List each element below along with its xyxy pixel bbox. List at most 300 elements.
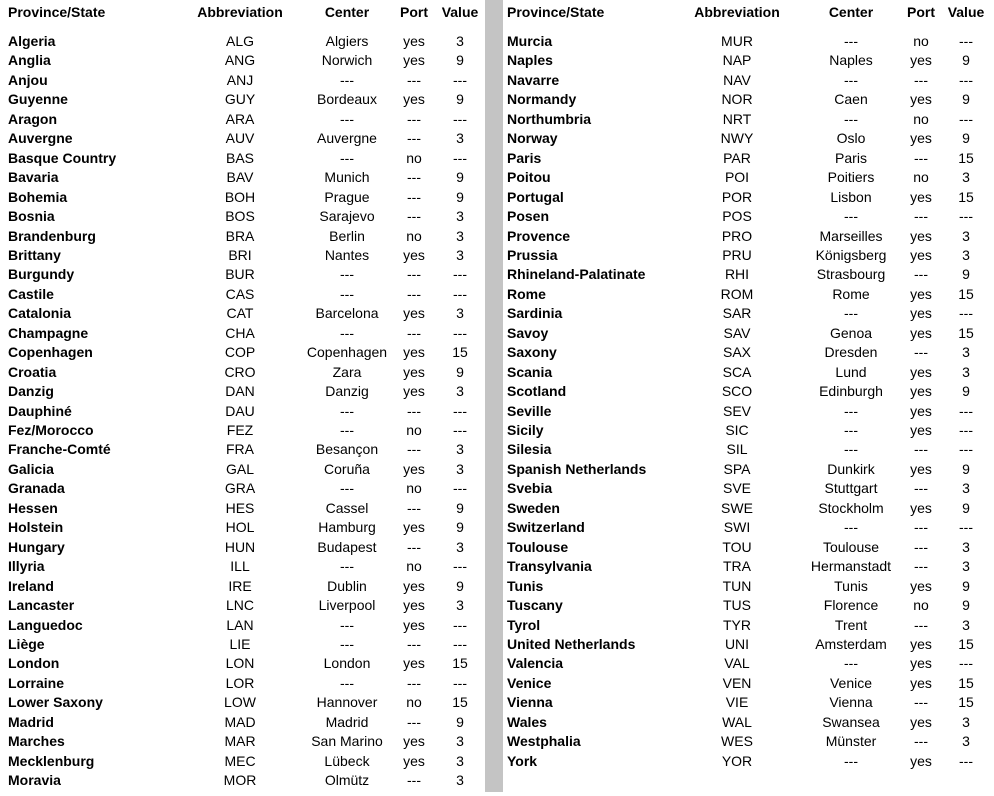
province-name: Sicily <box>507 422 544 438</box>
center-city: --- <box>844 305 858 322</box>
port-flag: yes <box>910 130 932 147</box>
center-city: --- <box>340 266 354 283</box>
center-city: Naples <box>829 52 873 69</box>
table-row <box>0 168 485 187</box>
center-city: Paris <box>835 149 867 166</box>
abbreviation: HES <box>225 499 255 516</box>
abbreviation: BRI <box>228 246 252 263</box>
center-city: Liverpool <box>318 597 376 614</box>
table-row <box>503 577 994 596</box>
supply-value: 15 <box>958 694 974 711</box>
abbreviation: MAR <box>224 733 256 750</box>
port-flag: --- <box>407 71 421 88</box>
port-flag: yes <box>403 305 425 322</box>
center-city: Oslo <box>836 130 866 147</box>
port-flag: yes <box>910 674 932 691</box>
table-row <box>0 421 485 440</box>
supply-value: 9 <box>962 130 970 147</box>
header-center: Center <box>324 4 370 20</box>
province-name: Fez/Morocco <box>8 422 94 438</box>
abbreviation: TUS <box>723 597 751 614</box>
abbreviation: LAN <box>226 616 254 633</box>
table-row <box>503 90 994 109</box>
supply-value: 9 <box>962 460 970 477</box>
abbreviation: POR <box>721 188 753 205</box>
center-city: Nantes <box>324 246 370 263</box>
province-name: Anjou <box>8 71 48 88</box>
center-city: Edinburgh <box>819 383 883 400</box>
province-name: Catalonia <box>8 305 72 322</box>
abbreviation: RHI <box>724 266 750 283</box>
center-city: Poitiers <box>827 169 875 186</box>
center-city: London <box>323 655 371 672</box>
center-city: --- <box>340 149 354 166</box>
port-flag: yes <box>910 188 932 205</box>
province-name: Illyria <box>8 558 45 575</box>
table-row <box>0 304 485 323</box>
table-row <box>0 285 485 304</box>
abbreviation: SWE <box>721 499 753 516</box>
table-row <box>0 479 485 498</box>
province-name: Moravia <box>8 772 61 789</box>
province-name: Northumbria <box>507 110 591 127</box>
table-row <box>0 246 485 265</box>
supply-value: 9 <box>962 52 970 69</box>
province-name: Brittany <box>8 246 61 263</box>
port-flag: no <box>406 227 422 244</box>
port-flag: --- <box>914 266 928 283</box>
abbreviation: VEN <box>722 674 752 691</box>
port-flag: no <box>406 422 422 438</box>
port-flag: --- <box>914 694 928 711</box>
supply-value: 3 <box>962 713 970 730</box>
supply-value: --- <box>959 519 973 536</box>
port-flag: yes <box>403 733 425 750</box>
center-city: Barcelona <box>315 305 379 322</box>
table-row <box>0 149 485 168</box>
port-flag: --- <box>914 538 928 555</box>
port-flag: yes <box>403 752 425 769</box>
port-flag: --- <box>914 441 928 458</box>
port-flag: yes <box>403 577 425 594</box>
port-flag: yes <box>403 33 425 49</box>
header-center: Center <box>828 4 874 20</box>
table-row <box>0 499 485 518</box>
table-row <box>0 32 485 51</box>
supply-value: 3 <box>962 558 970 575</box>
port-flag: --- <box>914 344 928 361</box>
center-city: Auvergne <box>317 130 377 147</box>
province-name: Silesia <box>507 441 552 458</box>
abbreviation: MAD <box>224 713 256 730</box>
header-value: Value <box>441 4 479 20</box>
port-flag: yes <box>403 91 425 108</box>
table-row <box>0 713 485 732</box>
abbreviation: DAU <box>225 402 255 419</box>
abbreviation: SCO <box>721 383 753 400</box>
table-row <box>503 129 994 148</box>
abbreviation: CAS <box>225 285 255 302</box>
province-name: Scania <box>507 363 553 380</box>
abbreviation: LON <box>225 655 255 672</box>
supply-value: 3 <box>456 733 464 750</box>
abbreviation: PRO <box>721 227 753 244</box>
supply-value: 3 <box>962 480 970 497</box>
table-row <box>0 110 485 129</box>
table-row <box>503 752 994 771</box>
supply-value: 3 <box>456 305 464 322</box>
supply-value: 3 <box>456 460 464 477</box>
table-row <box>0 518 485 537</box>
port-flag: no <box>406 694 422 711</box>
abbreviation: LNC <box>225 597 255 614</box>
center-city: --- <box>340 422 354 438</box>
supply-value: 9 <box>456 519 464 536</box>
province-name: Brandenburg <box>8 227 96 244</box>
port-flag: yes <box>403 383 425 400</box>
table-row <box>503 479 994 498</box>
province-name: Rome <box>507 285 546 302</box>
port-flag: --- <box>407 169 421 186</box>
supply-value: --- <box>453 635 467 652</box>
table-row <box>0 577 485 596</box>
port-flag: --- <box>407 324 421 341</box>
abbreviation: FRA <box>226 441 254 458</box>
port-flag: yes <box>910 752 932 769</box>
port-flag: --- <box>407 538 421 555</box>
province-name: Marches <box>8 733 65 750</box>
port-flag: yes <box>403 344 425 361</box>
supply-value: 3 <box>456 597 464 614</box>
port-flag: yes <box>910 383 932 400</box>
province-name: Lancaster <box>8 597 75 614</box>
province-name: Champagne <box>8 324 89 341</box>
supply-value: --- <box>453 422 467 438</box>
center-city: Sarajevo <box>319 208 375 225</box>
table-row <box>0 693 485 712</box>
port-flag: --- <box>407 188 421 205</box>
center-city: Olmütz <box>324 772 370 789</box>
supply-value: 9 <box>456 363 464 380</box>
table-row <box>503 596 994 615</box>
province-name: Hungary <box>8 538 65 555</box>
center-city: --- <box>340 402 354 419</box>
center-city: Königsberg <box>815 246 887 263</box>
supply-value: 3 <box>456 33 464 49</box>
province-name: Holstein <box>8 519 64 536</box>
port-flag: --- <box>407 635 421 652</box>
province-name: Posen <box>507 208 550 225</box>
supply-value: 3 <box>456 538 464 555</box>
province-name: Naples <box>507 52 553 69</box>
table-row <box>503 71 994 90</box>
port-flag: no <box>913 33 929 49</box>
abbreviation: IRE <box>228 577 252 594</box>
port-flag: yes <box>403 616 425 633</box>
center-city: Amsterdam <box>815 635 887 652</box>
port-flag: yes <box>910 227 932 244</box>
province-name: Lorraine <box>8 674 65 691</box>
table-row <box>0 635 485 654</box>
supply-value: 3 <box>962 733 970 750</box>
center-city: Genoa <box>829 324 873 341</box>
province-name: Tuscany <box>507 597 563 614</box>
supply-value: 9 <box>962 91 970 108</box>
abbreviation: BAS <box>225 149 255 166</box>
center-city: Hermanstadt <box>810 558 892 575</box>
table-row <box>0 752 485 771</box>
port-flag: yes <box>910 363 932 380</box>
province-name: Spanish Netherlands <box>507 460 647 477</box>
table-row <box>0 557 485 576</box>
supply-value: --- <box>453 402 467 419</box>
abbreviation: MUR <box>721 33 753 49</box>
abbreviation: SAR <box>722 305 752 322</box>
supply-value: --- <box>959 33 973 49</box>
abbreviation: SIL <box>726 441 748 458</box>
supply-value: 15 <box>452 694 468 711</box>
table-row <box>0 343 485 362</box>
abbreviation: ROM <box>720 285 754 302</box>
port-flag: yes <box>403 246 425 263</box>
center-city: Budapest <box>317 538 377 555</box>
center-city: Florence <box>823 597 879 614</box>
abbreviation: COP <box>224 344 256 361</box>
center-city: --- <box>844 441 858 458</box>
port-flag: no <box>406 149 422 166</box>
port-flag: yes <box>403 597 425 614</box>
supply-value: 15 <box>452 655 468 672</box>
supply-value: --- <box>959 110 973 127</box>
center-city: Besançon <box>315 441 379 458</box>
province-name: Copenhagen <box>8 344 93 361</box>
province-name: Burgundy <box>8 266 75 283</box>
port-flag: yes <box>910 499 932 516</box>
center-city: --- <box>340 558 354 575</box>
center-city: --- <box>340 616 354 633</box>
province-name: Galicia <box>8 460 54 477</box>
abbreviation: NWY <box>720 130 754 147</box>
abbreviation: ANG <box>224 52 256 69</box>
supply-value: --- <box>453 149 467 166</box>
header-abbreviation: Abbreviation <box>197 4 283 20</box>
table-row <box>503 460 994 479</box>
table-row <box>503 207 994 226</box>
abbreviation: TRA <box>723 558 751 575</box>
province-name: Bohemia <box>8 188 68 205</box>
supply-value: 3 <box>962 363 970 380</box>
port-flag: --- <box>914 733 928 750</box>
abbreviation: ANJ <box>226 71 254 88</box>
supply-value: 9 <box>456 577 464 594</box>
table-row <box>503 149 994 168</box>
province-name: Bavaria <box>8 169 59 186</box>
center-city: --- <box>340 324 354 341</box>
port-flag: yes <box>910 655 932 672</box>
province-name: Ireland <box>8 577 54 594</box>
table-row <box>0 402 485 421</box>
abbreviation: TYR <box>723 616 751 633</box>
header-abbreviation: Abbreviation <box>694 4 780 20</box>
table-row <box>503 402 994 421</box>
supply-value: 3 <box>456 208 464 225</box>
province-name: Mecklenburg <box>8 752 95 769</box>
supply-value: --- <box>959 655 973 672</box>
abbreviation: TOU <box>722 538 752 555</box>
province-table-right <box>503 0 994 796</box>
abbreviation: TUN <box>722 577 752 594</box>
center-city: Caen <box>834 91 868 108</box>
center-city: --- <box>340 285 354 302</box>
center-city: Berlin <box>329 227 365 244</box>
province-name: York <box>507 752 538 769</box>
abbreviation: WAL <box>722 713 752 730</box>
port-flag: yes <box>910 422 932 438</box>
abbreviation: BUR <box>225 266 255 283</box>
supply-value: 3 <box>456 383 464 400</box>
province-name: Transylvania <box>507 558 592 575</box>
supply-value: --- <box>959 441 973 458</box>
province-name: Madrid <box>8 713 54 730</box>
port-flag: --- <box>407 130 421 147</box>
center-city: --- <box>844 71 858 88</box>
abbreviation: NOR <box>721 91 753 108</box>
center-city: Strasbourg <box>816 266 886 283</box>
center-city: Swansea <box>822 713 880 730</box>
supply-value: 15 <box>958 635 974 652</box>
table-row <box>0 363 485 382</box>
table-row <box>503 227 994 246</box>
province-name: Toulouse <box>507 538 569 555</box>
province-name: Venice <box>507 674 552 691</box>
port-flag: yes <box>910 324 932 341</box>
table-row <box>503 110 994 129</box>
province-name: Danzig <box>8 383 54 400</box>
header-province: Province/State <box>8 4 106 20</box>
center-city: Venice <box>829 674 873 691</box>
port-flag: yes <box>910 305 932 322</box>
province-name: Granada <box>8 480 65 497</box>
center-city: Prague <box>324 188 370 205</box>
supply-value: --- <box>959 71 973 88</box>
abbreviation: GUY <box>224 91 256 108</box>
port-flag: --- <box>914 519 928 536</box>
center-city: Munich <box>324 169 370 186</box>
center-city: Norwich <box>321 52 373 69</box>
supply-value: --- <box>453 110 467 127</box>
province-name: Savoy <box>507 324 549 341</box>
supply-value: --- <box>959 752 973 769</box>
header-port: Port <box>907 4 935 20</box>
header-value: Value <box>947 4 985 20</box>
table-row <box>0 538 485 557</box>
supply-value: 3 <box>456 246 464 263</box>
abbreviation: GRA <box>224 480 256 497</box>
table-row <box>503 304 994 323</box>
center-city: --- <box>844 655 858 672</box>
province-name: Westphalia <box>507 733 581 750</box>
supply-value: 15 <box>452 344 468 361</box>
center-city: Lübeck <box>324 752 370 769</box>
center-city: Trent <box>834 616 868 633</box>
supply-value: --- <box>453 324 467 341</box>
supply-value: 3 <box>962 246 970 263</box>
abbreviation: NAV <box>723 71 751 88</box>
province-name: Aragon <box>8 110 57 127</box>
abbreviation: WES <box>721 733 753 750</box>
supply-value: 3 <box>962 538 970 555</box>
table-row <box>503 32 994 51</box>
center-city: --- <box>844 422 858 438</box>
province-name: Valencia <box>507 655 564 672</box>
abbreviation: HUN <box>224 538 256 555</box>
abbreviation: SAV <box>723 324 751 341</box>
table-row <box>503 285 994 304</box>
port-flag: no <box>406 558 422 575</box>
supply-value: --- <box>959 422 973 438</box>
supply-value: --- <box>453 558 467 575</box>
center-city: Stuttgart <box>824 480 878 497</box>
port-flag: --- <box>407 285 421 302</box>
center-city: Copenhagen <box>306 344 388 361</box>
abbreviation: BOH <box>224 188 256 205</box>
province-name: Paris <box>507 149 542 166</box>
center-city: --- <box>340 635 354 652</box>
table-row <box>0 188 485 207</box>
header-province: Province/State <box>507 4 605 20</box>
center-city: San Marino <box>311 733 383 750</box>
supply-value: --- <box>453 285 467 302</box>
center-city: Danzig <box>325 383 369 400</box>
center-city: Dublin <box>327 577 367 594</box>
table-row <box>0 90 485 109</box>
supply-value: --- <box>959 305 973 322</box>
port-flag: --- <box>407 402 421 419</box>
province-name: Dauphiné <box>8 402 72 419</box>
table-row <box>0 265 485 284</box>
supply-value: --- <box>959 208 973 225</box>
center-city: --- <box>340 71 354 88</box>
abbreviation: FEZ <box>226 422 254 438</box>
abbreviation: GAL <box>225 460 255 477</box>
header-row <box>503 3 994 22</box>
table-row <box>503 538 994 557</box>
center-city: Tunis <box>834 577 868 594</box>
province-name: Algeria <box>8 33 56 49</box>
table-row <box>0 596 485 615</box>
table-row <box>0 771 485 790</box>
supply-value: 9 <box>456 713 464 730</box>
province-name: Wales <box>507 713 547 730</box>
port-flag: yes <box>910 402 932 419</box>
abbreviation: YOR <box>721 752 753 769</box>
supply-value: 3 <box>456 227 464 244</box>
abbreviation: VAL <box>724 655 750 672</box>
port-flag: yes <box>910 91 932 108</box>
center-city: Marseilles <box>819 227 883 244</box>
table-row <box>503 499 994 518</box>
supply-value: 9 <box>962 577 970 594</box>
port-flag: --- <box>914 208 928 225</box>
province-name: Franche-Comté <box>8 441 111 458</box>
table-row <box>0 227 485 246</box>
center-city: Münster <box>825 733 877 750</box>
abbreviation: BAV <box>226 169 254 186</box>
center-city: Dresden <box>824 344 878 361</box>
table-row <box>503 265 994 284</box>
abbreviation: DAN <box>225 383 255 400</box>
abbreviation: ALG <box>225 33 255 49</box>
